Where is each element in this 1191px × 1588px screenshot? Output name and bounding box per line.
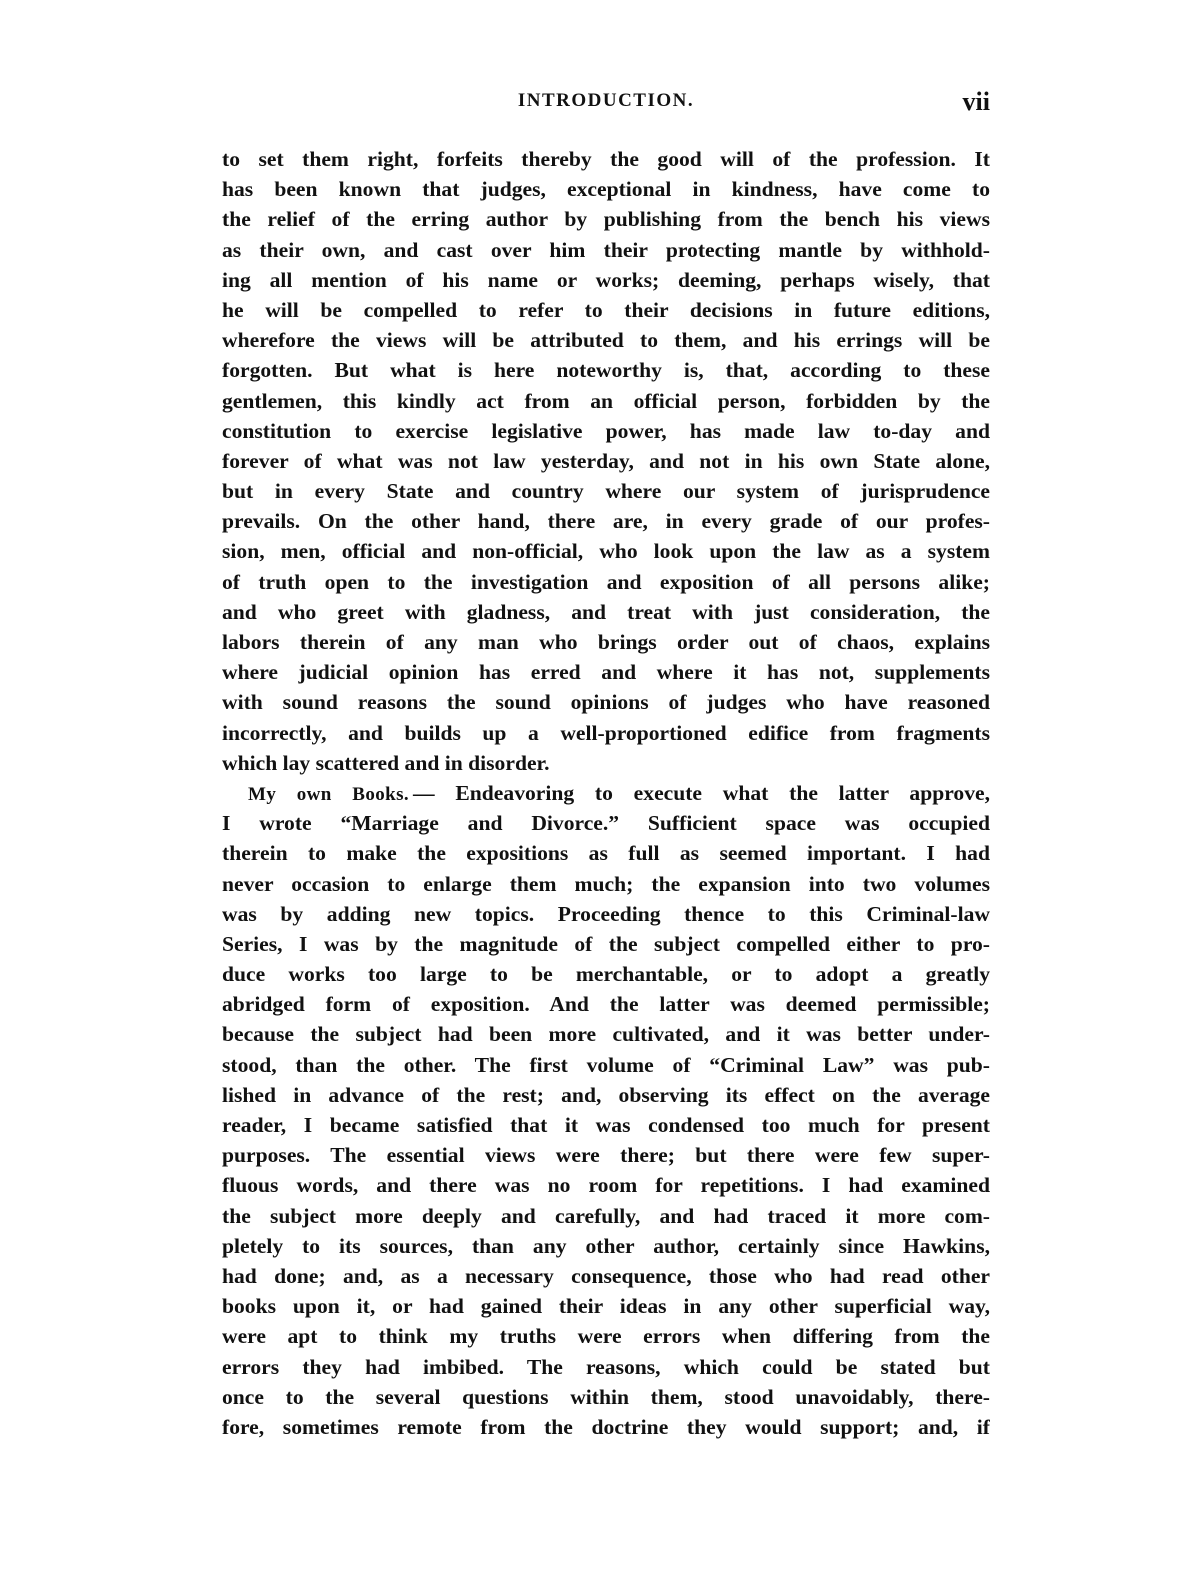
text-line: to set them right, forfeits thereby the good will of the profession. It: [222, 147, 990, 171]
text-line: because the subject had been more cultivated, and it was better under-: [222, 1022, 990, 1047]
text-line: ing all mention of his name or works; deeming, perhaps wisely, that: [222, 267, 990, 292]
text-line: had done; and, as a necessary consequence, those who had read other: [222, 1263, 990, 1288]
text-line: therein to make the expositions as full as seemed important. I had: [222, 841, 990, 866]
text-line: forever of what was not law yesterday, and not in his own State alone,: [222, 448, 990, 473]
text-line: the subject more deeply and carefully, and had traced it more com-: [222, 1203, 990, 1228]
text-line: with sound reasons the sound opinions of judges who have reasoned: [222, 690, 990, 715]
text-line: errors they had imbibed. The reasons, which could be stated but: [222, 1354, 990, 1379]
text-line: as their own, and cast over him their protecting mantle by withhold-: [222, 237, 990, 262]
text-line: was by adding new topics. Proceeding thence to this Criminal-law: [222, 901, 990, 926]
text-line: wherefore the views will be attributed to them, and his errings will be: [222, 328, 990, 353]
paragraph-2: [222, 778, 990, 1442]
text-line: gentlemen, this kindly act from an official person, forbidden by the: [222, 388, 990, 413]
section-heading: My own Books.: [248, 783, 410, 805]
text-line: and who greet with gladness, and treat with just consideration, the: [222, 599, 990, 624]
text-line: purposes. The essential views were there; but there were few super-: [222, 1143, 990, 1168]
text-line: reader, I became satisfied that it was condensed too much for present: [222, 1113, 990, 1137]
running-title: INTRODUCTION.: [517, 90, 695, 111]
text-line: fore, sometimes remote from the doctrine they would support; and, if: [222, 1414, 990, 1439]
text-line: once to the several questions within them, stood unavoidably, there-: [222, 1384, 990, 1409]
text-line: has been known that judges, exceptional in kindness, have come to: [222, 177, 990, 202]
text-line: [222, 778, 990, 808]
heading-line-text: — Endeavoring to execute what the latter approve,: [413, 780, 990, 805]
text-line: never occasion to enlarge them much; the expansion into two volumes: [222, 871, 990, 896]
text-line: sion, men, official and non-official, who look upon the law as a system: [222, 539, 990, 564]
body-text: [222, 144, 990, 1442]
text-line: he will be compelled to refer to their decisions in future editions,: [222, 297, 990, 322]
text-line: Series, I was by the magnitude of the subject compelled either to pro-: [222, 931, 990, 956]
text-line: abridged form of exposition. And the latter was deemed permissible;: [222, 992, 990, 1017]
text-line: incorrectly, and builds up a well-proportioned edifice from fragments: [222, 720, 990, 745]
text-line: the relief of the erring author by publishing from the bench his views: [222, 207, 990, 232]
text-line: fluous words, and there was no room for repetitions. I had examined: [222, 1173, 990, 1198]
text-line: prevails. On the other hand, there are, in every grade of our profes-: [222, 509, 990, 534]
text-line: books upon it, or had gained their ideas in any other superficial way,: [222, 1294, 990, 1319]
running-head: [222, 87, 990, 120]
text-line: of truth open to the investigation and exposition of all persons alike;: [222, 569, 990, 594]
text-line: which lay scattered and in disorder.: [222, 750, 550, 775]
text-line: pletely to its sources, than any other author, certainly since Hawkins,: [222, 1233, 990, 1258]
text-line: labors therein of any man who brings order out of chaos, explains: [222, 630, 990, 654]
text-line: constitution to exercise legislative power, has made law to-day and: [222, 418, 990, 443]
page-number: vii: [962, 87, 990, 116]
text-line: lished in advance of the rest; and, observing its effect on the average: [222, 1082, 990, 1107]
text-line: but in every State and country where our system of jurisprudence: [222, 479, 990, 504]
text-line: forgotten. But what is here noteworthy is, that, according to these: [222, 358, 990, 383]
text-line: duce works too large to be merchantable, or to adopt a greatly: [222, 962, 990, 987]
text-line: I wrote “Marriage and Divorce.” Sufficient space was occupied: [222, 811, 990, 836]
paragraph-1: [222, 144, 990, 778]
text-line: were apt to think my truths were errors when differing from the: [222, 1324, 990, 1349]
text-line: stood, than the other. The first volume of “Criminal Law” was pub-: [222, 1052, 990, 1077]
text-line: where judicial opinion has erred and where it has not, supplements: [222, 660, 990, 685]
